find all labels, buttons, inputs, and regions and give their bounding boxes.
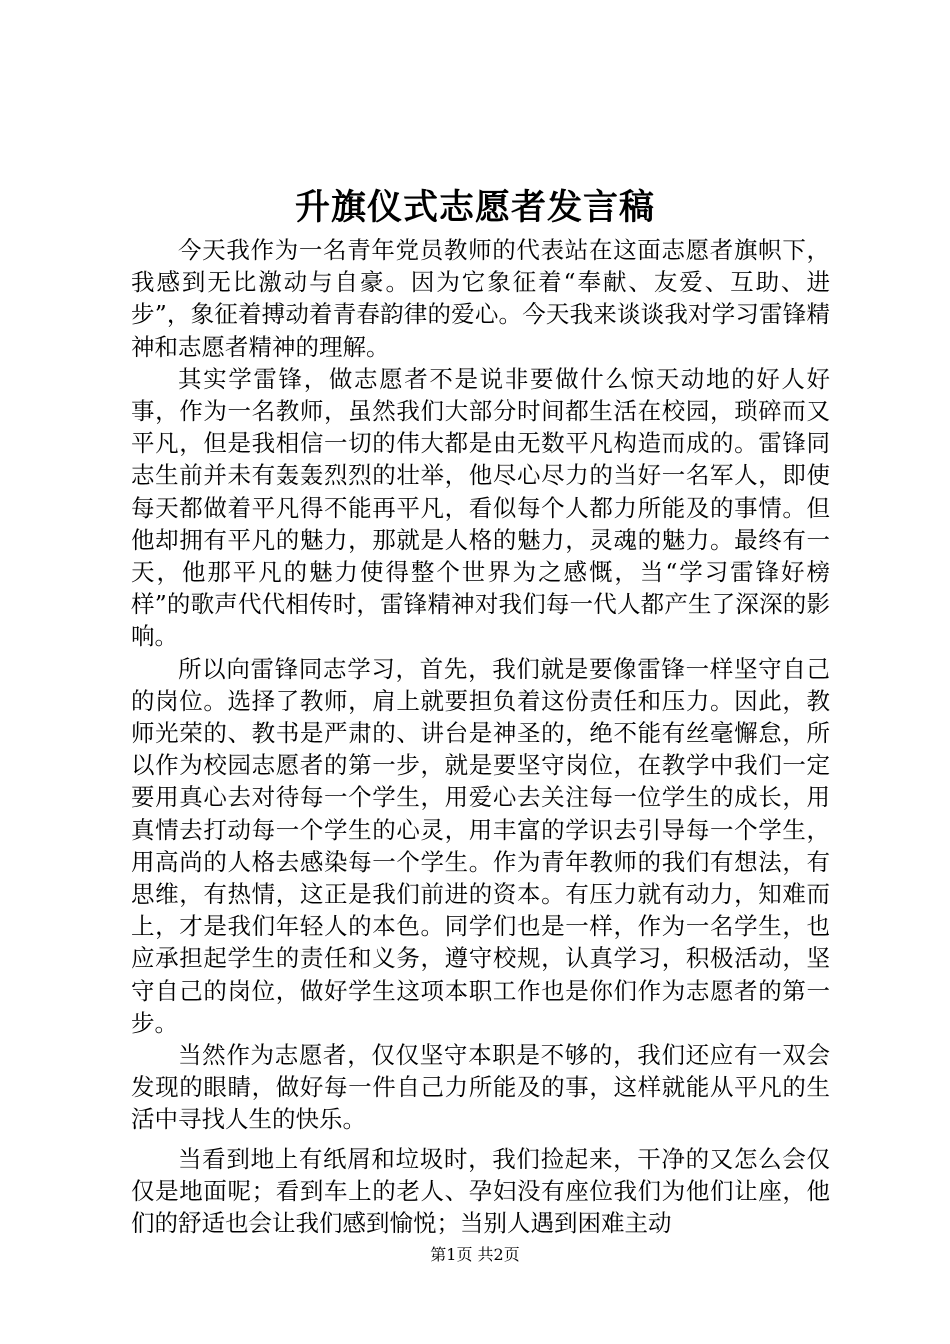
paragraph-5: 当看到地上有纸屑和垃圾时，我们捡起来，干净的又怎么会仅仅是地面呢；看到车上的老人、孕妇没有座位我们为他们让座，他们的舒适也会让我们感到愉悦；当别人遇到困难主动 [131,1144,830,1238]
paragraph-1: 今天我作为一名青年党员教师的代表站在这面志愿者旗帜下，我感到无比激动与自豪。因为它象征着“奉献、友爱、互助、进步”，象征着搏动着青春韵律的爱心。今天我来谈谈我对学习雷锋精神和志愿者精神的理解。 [131,236,830,361]
document-body [131,234,830,1239]
page-footer: 第1页 共2页 [430,1245,520,1264]
paragraph-3: 所以向雷锋同志学习，首先，我们就是要像雷锋一样坚守自己的岗位。选择了教师，肩上就要担负着这份责任和压力。因此，教师光荣的、教书是严肃的、讲台是神圣的，绝不能有丝毫懈怠，所以作为校园志愿者的第一步，就是要坚守岗位，在教学中我们一定要用真心去对待每一个学生，用爱心去关注每一位学生的成长，用真情去打动每一个学生的心灵，用丰富的学识去引导每一个学生，用高尚的人格去感染每一个学生。作为青年教师的我们有想法，有思维，有热情，这正是我们前进的资本。有压力就有动力，知难而上，才是我们年轻人的本色。同学们也是一样，作为一名学生，也应承担起学生的责任和义务，遵守校规，认真学习，积极活动，坚守自己的岗位，做好学生这项本职工作也是你们作为志愿者的第一步。 [131,654,830,1037]
document-title: 升旗仪式志愿者发言稿 [294,187,655,228]
paragraph-4: 当然作为志愿者，仅仅坚守本职是不够的，我们还应有一双会发现的眼睛，做好每一件自己力所能及的事，这样就能从平凡的生活中寻找人生的快乐。 [131,1041,830,1134]
paragraph-2: 其实学雷锋，做志愿者不是说非要做什么惊天动地的好人好事，作为一名教师，虽然我们大部分时间都生活在校园，琐碎而又平凡，但是我相信一切的伟大都是由无数平凡构造而成的。雷锋同志生前并未有轰轰烈烈的壮举，他尽心尽力的当好一名军人，即使每天都做着平凡得不能再平凡，看似每个人都力所能及的事情。但他却拥有平凡的魅力，那就是人格的魅力，灵魂的魅力。最终有一天，他那平凡的魅力使得整个世界为之感慨，当“学习雷锋好榜样”的歌声代代相传时，雷锋精神对我们每一代人都产生了深深的影响。 [131,364,830,651]
